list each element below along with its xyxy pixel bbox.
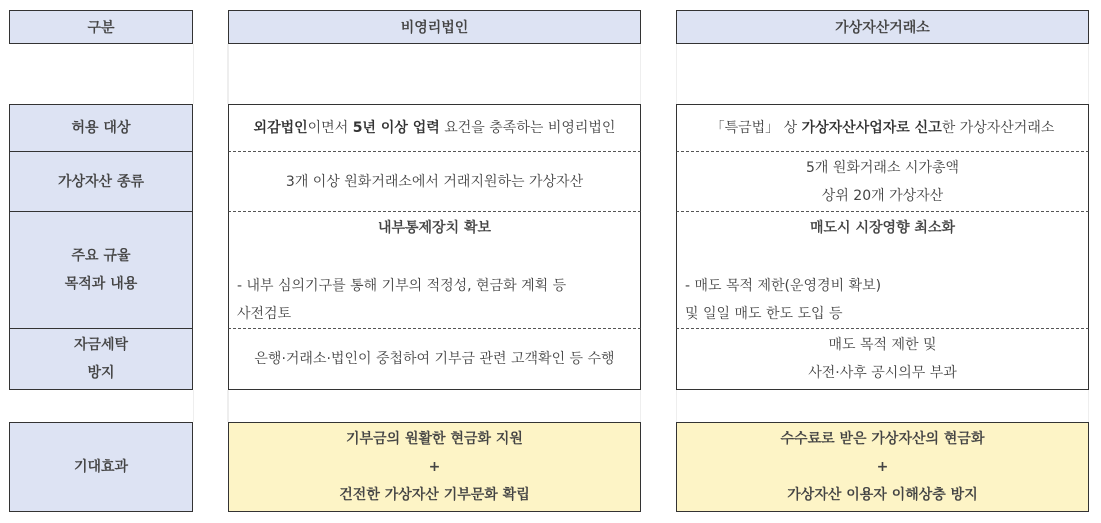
cell-regulation-exchange: [676, 212, 1089, 329]
row-label-text: 주요 규율: [71, 248, 131, 264]
row-label-text: 자금세탁: [73, 337, 129, 353]
cell-text: 상위 20개 가상자산: [821, 187, 944, 204]
cell-effect-nonprofit: [228, 422, 641, 512]
cell-text: 매도 목적 제한 및: [828, 337, 937, 353]
spacer-column: [193, 44, 228, 104]
row-label-text: 허용 대상: [71, 120, 131, 136]
cell-text: 기부금의 원활한 현금화 지원: [346, 431, 523, 447]
cell-aml-nonprofit: [228, 329, 641, 390]
cell-text: 수수료로 받은 가상자산의 현금화: [780, 431, 985, 447]
plus-sign: +: [876, 459, 889, 475]
spacer-column: [193, 390, 228, 422]
cell-text: 건전한 가상자산 기부문화 확립: [339, 487, 530, 503]
cell-text: 5개 원화거래소 시가총액: [805, 159, 960, 176]
cell-title: 매도시 시장영향 최소화: [810, 220, 955, 236]
header-nonprofit: [228, 10, 641, 44]
spacer-column: [676, 390, 1089, 422]
row-label-text: 목적과 내용: [64, 276, 138, 292]
cell-text: [711, 114, 1055, 142]
header-nonprofit-label: 비영리법인: [400, 20, 469, 36]
plain-text: 「특금법」 상: [710, 120, 802, 136]
row-label-aml: [9, 329, 193, 390]
spacer-column: [676, 44, 1089, 104]
cell-regulation-nonprofit: [228, 212, 641, 329]
header-category: [9, 10, 193, 44]
cell-text: - 매도 목적 제한(운영경비 확보): [685, 278, 882, 294]
cell-text: 사전·사후 공시의무 부과: [808, 365, 957, 381]
spacer-column: [228, 390, 641, 422]
row-label-effect: [9, 422, 193, 512]
cell-text: [254, 114, 616, 142]
plain-text: 한 가상자산거래소: [941, 120, 1055, 136]
plain-text: 요건을 충족하는 비영리법인: [439, 120, 616, 136]
row-label-allowed: [9, 104, 193, 152]
cell-text: 및 일일 매도 한도 도입 등: [685, 306, 843, 322]
cell-allowed-exchange: [676, 104, 1089, 152]
row-label-text: 기대효과: [73, 459, 129, 475]
cell-allowed-nonprofit: [228, 104, 641, 152]
header-category-label: 구분: [87, 20, 115, 36]
cell-effect-exchange: [676, 422, 1089, 512]
header-exchange-label: 가상자산거래소: [835, 20, 930, 36]
plain-text: 이면서: [307, 120, 353, 136]
emphasis-text: 가상자산사업자로 신고: [801, 120, 942, 136]
cell-asset-type-nonprofit: [228, 152, 641, 212]
plus-sign: +: [428, 459, 441, 475]
cell-title: 내부통제장치 확보: [377, 220, 492, 236]
cell-text: - 내부 심의기구를 통해 기부의 적정성, 현금화 계획 등: [237, 278, 567, 294]
emphasis-text: 5년 이상 업력: [352, 120, 440, 136]
emphasis-text: 외감법인: [253, 120, 308, 136]
row-label-regulation: [9, 212, 193, 329]
row-label-asset-type: [9, 152, 193, 212]
cell-text: 사전검토: [237, 306, 292, 322]
row-label-text: 방지: [87, 365, 115, 381]
header-exchange: [676, 10, 1089, 44]
cell-text: 은행·거래소·법인이 중첩하여 기부금 관련 고객확인 등 수행: [254, 351, 615, 367]
cell-asset-type-exchange: [676, 152, 1089, 212]
cell-text: 가상자산 이용자 이해상충 방지: [787, 487, 978, 503]
cell-aml-exchange: [676, 329, 1089, 390]
cell-text: 3개 이상 원화거래소에서 거래지원하는 가상자산: [285, 173, 584, 190]
row-label-text: 가상자산 종류: [57, 173, 145, 190]
spacer-column: [228, 44, 641, 104]
